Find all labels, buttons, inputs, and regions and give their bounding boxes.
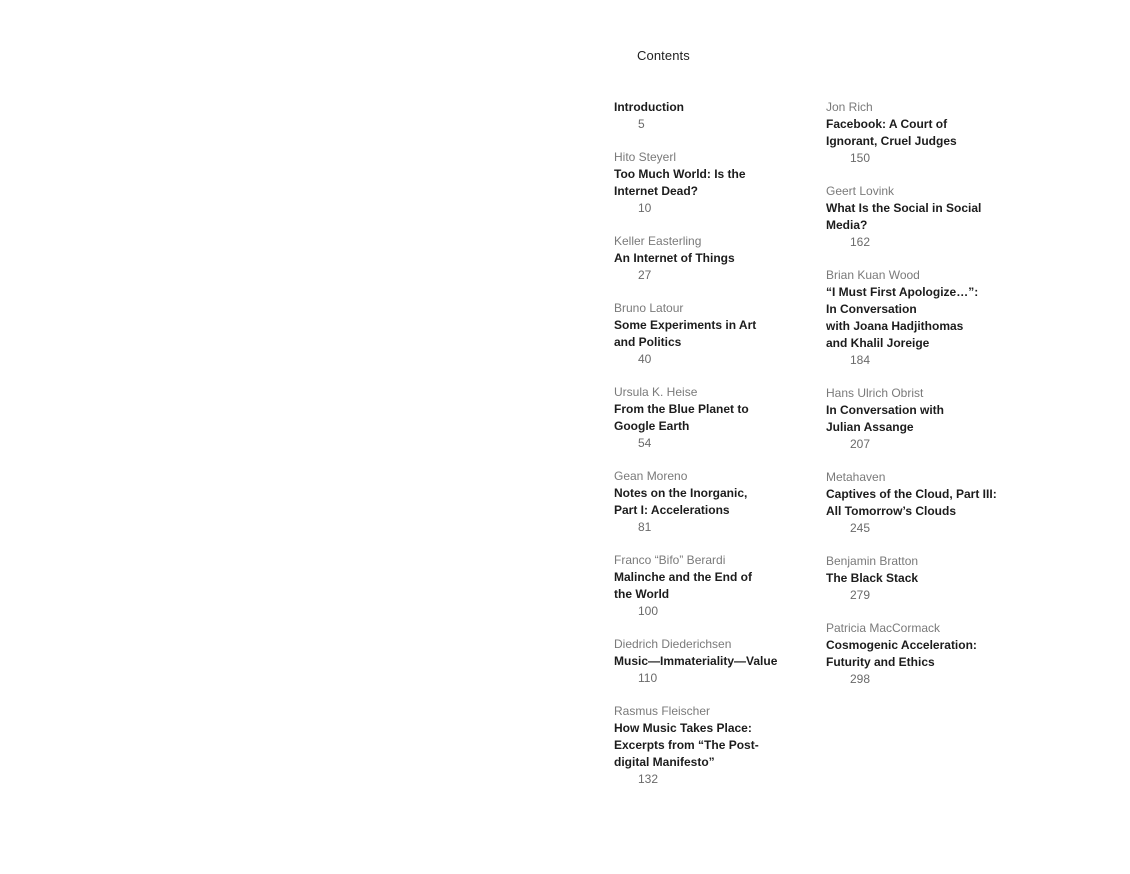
toc-entry[interactable] [826, 99, 1026, 167]
entry-author: Diedrich Diederichsen [614, 637, 732, 651]
entry-page: 40 [638, 352, 652, 366]
entry-author: Gean Moreno [614, 469, 688, 483]
entry-page: 132 [638, 772, 659, 786]
entry-page: 245 [850, 521, 871, 535]
toc-entry[interactable] [614, 384, 814, 452]
entry-author: Benjamin Bratton [826, 554, 919, 568]
toc-right-column [826, 99, 1026, 704]
entry-title: Notes on the Inorganic, Part I: Accelerations [614, 486, 748, 517]
entry-page: 184 [850, 353, 871, 367]
entry-author: Keller Easterling [614, 234, 702, 248]
entry-author: Metahaven [826, 470, 886, 484]
toc-left-column [614, 99, 814, 804]
entry-page: 279 [850, 588, 871, 602]
entry-author: Hans Ulrich Obrist [826, 386, 924, 400]
entry-title: Too Much World: Is the Internet Dead? [614, 167, 746, 198]
entry-author: Patricia MacCormack [826, 621, 941, 635]
entry-page: 27 [638, 268, 652, 282]
entry-page: 207 [850, 437, 871, 451]
entry-page: 298 [850, 672, 871, 686]
toc-entry[interactable] [614, 636, 814, 687]
entry-page: 81 [638, 520, 652, 534]
toc-entry[interactable] [826, 469, 1026, 537]
entry-title: Introduction [614, 100, 684, 114]
entry-title: In Conversation with Julian Assange [826, 403, 945, 434]
toc-entry[interactable] [614, 552, 814, 620]
entry-author: Franco “Bifo” Berardi [614, 553, 726, 567]
entry-author: Jon Rich [826, 100, 873, 114]
entry-page: 162 [850, 235, 871, 249]
entry-title: Some Experiments in Art and Politics [614, 318, 757, 349]
toc-entry[interactable] [614, 149, 814, 217]
toc-entry[interactable] [614, 468, 814, 536]
contents-heading: Contents [637, 48, 690, 63]
entry-title: Facebook: A Court of Ignorant, Cruel Judges [826, 117, 957, 148]
entry-title: Cosmogenic Acceleration: Futurity and Ethics [826, 638, 977, 669]
entry-page: 10 [638, 201, 652, 215]
toc-entry-introduction[interactable] [614, 99, 814, 133]
toc-entry[interactable] [826, 385, 1026, 453]
entry-page: 150 [850, 151, 871, 165]
toc-entry[interactable] [826, 620, 1026, 688]
toc-entry[interactable] [614, 300, 814, 368]
entry-author: Brian Kuan Wood [826, 268, 920, 282]
entry-title: How Music Takes Place: Excerpts from “The Post- digital Manifesto” [614, 721, 759, 769]
entry-author: Ursula K. Heise [614, 385, 698, 399]
entry-title: What Is the Social in Social Media? [826, 201, 982, 232]
entry-author: Hito Steyerl [614, 150, 677, 164]
toc-entry[interactable] [614, 233, 814, 284]
entry-title: From the Blue Planet to Google Earth [614, 402, 749, 433]
entry-title: An Internet of Things [614, 251, 735, 265]
entry-page: 54 [638, 436, 652, 450]
entry-page: 110 [638, 671, 658, 685]
entry-page: 100 [638, 604, 659, 618]
entry-author: Rasmus Fleischer [614, 704, 711, 718]
toc-entry[interactable] [826, 267, 1026, 369]
toc-entry[interactable] [826, 553, 1026, 604]
toc-entry[interactable] [826, 183, 1026, 251]
entry-title: Malinche and the End of the World [614, 570, 753, 601]
entry-title: Captives of the Cloud, Part III: All Tomorrow’s Clouds [826, 487, 997, 518]
entry-title: The Black Stack [826, 571, 919, 585]
entry-author: Geert Lovink [826, 184, 895, 198]
toc-entry[interactable] [614, 703, 814, 788]
entry-title: Music—Immateriality—Value [614, 654, 778, 668]
entry-title: “I Must First Apologize…”: In Conversation with Joana Hadjithomas and Khalil Joreige [826, 285, 979, 350]
entry-page: 5 [638, 117, 645, 131]
entry-author: Bruno Latour [614, 301, 684, 315]
